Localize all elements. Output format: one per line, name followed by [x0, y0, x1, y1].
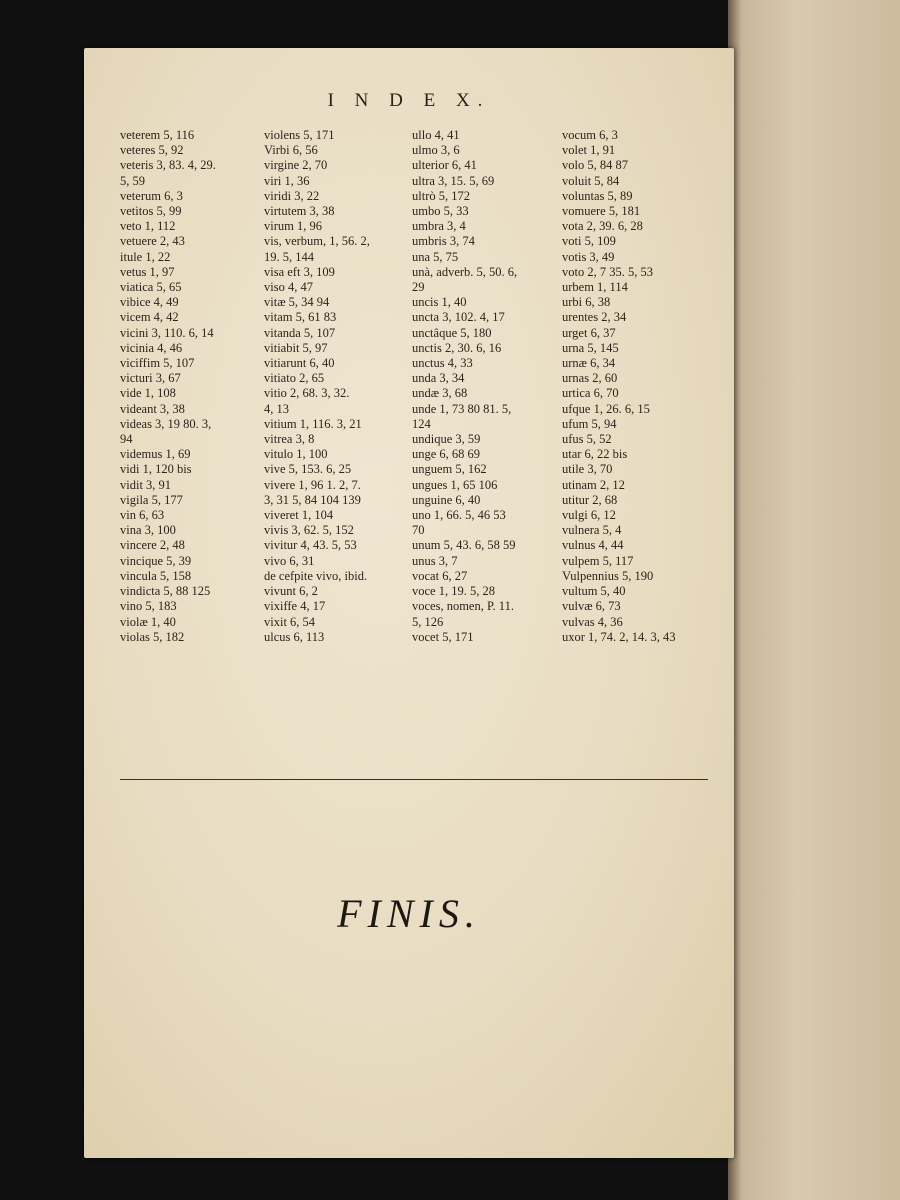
horizontal-rule	[120, 779, 708, 780]
index-entry: vino 5, 183	[120, 599, 177, 614]
index-entry: una 5, 75	[412, 249, 459, 264]
index-entry: ungues 1, 65 106	[412, 477, 498, 492]
index-entry: vulnus 4, 44	[562, 538, 624, 553]
index-entry: 94	[120, 432, 133, 447]
index-entry: viciffim 5, 107	[120, 356, 195, 371]
index-entry: ulcus 6, 113	[264, 629, 325, 644]
index-entry: vetitos 5, 99	[120, 204, 182, 219]
index-title: I N D E X.	[327, 90, 491, 111]
index-entry: vitiarunt 6, 40	[264, 356, 335, 371]
index-entry: vota 2, 39. 6, 28	[562, 219, 643, 234]
index-entry: ufque 1, 26. 6, 15	[562, 401, 650, 416]
index-entry: vindicta 5, 88 125	[120, 584, 211, 599]
index-entry: vivis 3, 62. 5, 152	[264, 523, 354, 538]
index-entry: vitam 5, 61 83	[264, 310, 337, 325]
index-entry: vomuere 5, 181	[562, 204, 641, 219]
index-entry: veterum 6, 3	[120, 188, 183, 203]
index-entry: ulmo 3, 6	[412, 143, 460, 158]
index-entry: vitulo 1, 100	[264, 447, 328, 462]
index-entry: veteres 5, 92	[120, 143, 184, 158]
index-entry: veteris 3, 83. 4, 29.	[120, 158, 216, 173]
index-entry: unge 6, 68 69	[412, 447, 481, 462]
index-entry: videas 3, 19 80. 3,	[120, 416, 212, 431]
index-entry: virum 1, 96	[264, 219, 322, 234]
index-entry: vincique 5, 39	[120, 553, 192, 568]
index-entry: vitæ 5, 34 94	[264, 295, 330, 310]
index-entry: vidit 3, 91	[120, 477, 172, 492]
index-entry: vulpem 5, 117	[562, 553, 634, 568]
index-entry: unà, adverb. 5, 50. 6,	[412, 264, 518, 279]
index-column-1	[120, 128, 270, 645]
index-entry: vitrea 3, 8	[264, 432, 315, 447]
index-entry: urget 6, 37	[562, 325, 616, 340]
index-entry: vina 3, 100	[120, 523, 176, 538]
index-entry: vitio 2, 68. 3, 32.	[264, 386, 350, 401]
index-entry: videant 3, 38	[120, 401, 185, 416]
index-entry: urtica 6, 70	[562, 386, 619, 401]
index-entry: vivere 1, 96 1. 2, 7.	[264, 477, 361, 492]
index-entry: visa eft 3, 109	[264, 264, 335, 279]
index-entry: utitur 2, 68	[562, 492, 618, 507]
index-entry: vive 5, 153. 6, 25	[264, 462, 352, 477]
index-entry: vicini 3, 110. 6, 14	[120, 325, 214, 340]
index-entry: unguem 5, 162	[412, 462, 487, 477]
index-entry: Virbi 6, 56	[264, 143, 318, 158]
index-entry: vulvæ 6, 73	[562, 599, 621, 614]
index-entry: vis, verbum, 1, 56. 2,	[264, 234, 370, 249]
index-entry: 19. 5, 144	[264, 249, 314, 264]
index-entry: de cefpite vivo, ibid.	[264, 568, 368, 583]
index-entry: urentes 2, 34	[562, 310, 627, 325]
index-entry: vitiato 2, 65	[264, 371, 325, 386]
index-entry: vitiabit 5, 97	[264, 340, 328, 355]
index-entry: voce 1, 19. 5, 28	[412, 584, 495, 599]
index-entry: voto 2, 7 35. 5, 53	[562, 264, 653, 279]
index-entry: unguine 6, 40	[412, 492, 481, 507]
index-entry: videmus 1, 69	[120, 447, 191, 462]
index-entry: vocum 6, 3	[562, 128, 618, 142]
index-entry: 70	[412, 523, 425, 538]
index-entry: umbo 5, 33	[412, 204, 469, 219]
book-edge	[728, 0, 900, 1200]
index-entry: virgine 2, 70	[264, 158, 328, 173]
index-entry: vigila 5, 177	[120, 492, 183, 507]
index-entry: vicem 4, 42	[120, 310, 179, 325]
index-entry: vulgi 6, 12	[562, 508, 616, 523]
index-entry: violæ 1, 40	[120, 614, 176, 629]
index-entry: 29	[412, 280, 425, 295]
index-entry: vocat 6, 27	[412, 568, 468, 583]
index-entry: vicinia 4, 46	[120, 340, 183, 355]
index-entry: ufus 5, 52	[562, 432, 612, 447]
index-entry: voluntas 5, 89	[562, 188, 633, 203]
index-entry: voces, nomen, P. 11.	[412, 599, 514, 614]
index-entry: vincere 2, 48	[120, 538, 185, 553]
index-entry: vetus 1, 97	[120, 264, 175, 279]
index-entry: vulvas 4, 36	[562, 614, 623, 629]
index-entry: vultum 5, 40	[562, 584, 626, 599]
index-entry: vitanda 5, 107	[264, 325, 336, 340]
index-entry: votis 3, 49	[562, 249, 615, 264]
index-entry: virtutem 3, 38	[264, 204, 335, 219]
index-entry: ufum 5, 94	[562, 416, 617, 431]
index-entry: vincula 5, 158	[120, 568, 192, 583]
index-entry: volet 1, 91	[562, 143, 616, 158]
index-entry: voluit 5, 84	[562, 173, 620, 188]
index-entry: vidi 1, 120 bis	[120, 462, 192, 477]
index-entry: itule 1, 22	[120, 249, 171, 264]
index-entry: viridi 3, 22	[264, 188, 320, 203]
index-entry: uno 1, 66. 5, 46 53	[412, 508, 506, 523]
index-entry: urnæ 6, 34	[562, 356, 616, 371]
index-entry: uxor 1, 74. 2, 14. 3, 43	[562, 629, 676, 644]
index-entry: urbi 6, 38	[562, 295, 611, 310]
index-entry: vivunt 6, 2	[264, 584, 318, 599]
index-entry: 3, 31 5, 84 104 139	[264, 492, 361, 507]
finis-heading: FINIS.	[337, 891, 481, 936]
index-entry: ulterior 6, 41	[412, 158, 477, 173]
index-entry: uncta 3, 102. 4, 17	[412, 310, 505, 325]
index-entry: vixiffe 4, 17	[264, 599, 326, 614]
index-entry: viatica 5, 65	[120, 280, 182, 295]
index-entry: ultra 3, 15. 5, 69	[412, 173, 495, 188]
index-entry: veto 1, 112	[120, 219, 176, 234]
index-entry: vivitur 4, 43. 5, 53	[264, 538, 357, 553]
index-entry: vitium 1, 116. 3, 21	[264, 416, 362, 431]
index-entry: undique 3, 59	[412, 432, 481, 447]
index-entry: Vulpennius 5, 190	[562, 568, 654, 583]
index-entry: vocet 5, 171	[412, 629, 474, 644]
index-entry: vide 1, 108	[120, 386, 176, 401]
index-entry: vin 6, 63	[120, 508, 165, 523]
index-entry: vibice 4, 49	[120, 295, 179, 310]
index-entry: volo 5, 84 87	[562, 158, 628, 173]
index-entry: victuri 3, 67	[120, 371, 181, 386]
index-entry: urna 5, 145	[562, 340, 619, 355]
index-entry: viveret 1, 104	[264, 508, 334, 523]
index-entry: violas 5, 182	[120, 629, 185, 644]
index-entry: 5, 126	[412, 614, 444, 629]
index-entry: ullo 4, 41	[412, 128, 460, 142]
index-entry: umbris 3, 74	[412, 234, 475, 249]
index-entry: undæ 3, 68	[412, 386, 468, 401]
index-column-2	[264, 128, 416, 645]
index-entry: uncis 1, 40	[412, 295, 467, 310]
index-entry: unctus 4, 33	[412, 356, 473, 371]
index-entry: unctis 2, 30. 6, 16	[412, 340, 502, 355]
index-entry: ultrò 5, 172	[412, 188, 470, 203]
index-entry: 4, 13	[264, 401, 289, 416]
index-entry: vivo 6, 31	[264, 553, 315, 568]
index-entry: 124	[412, 416, 431, 431]
index-entry: vulnera 5, 4	[562, 523, 622, 538]
index-entry: utile 3, 70	[562, 462, 613, 477]
index-entry: 5, 59	[120, 173, 145, 188]
index-entry: umbra 3, 4	[412, 219, 466, 234]
index-entry: voti 5, 109	[562, 234, 616, 249]
index-column-3	[412, 128, 562, 645]
index-entry: utinam 2, 12	[562, 477, 625, 492]
index-entry: violens 5, 171	[264, 128, 335, 142]
index-entry: urbem 1, 114	[562, 280, 628, 295]
index-entry: unctâque 5, 180	[412, 325, 492, 340]
index-entry: unde 1, 73 80 81. 5,	[412, 401, 512, 416]
index-column-4	[562, 128, 712, 645]
index-entry: utar 6, 22 bis	[562, 447, 628, 462]
index-entry: unum 5, 43. 6, 58 59	[412, 538, 516, 553]
index-entry: vixit 6, 54	[264, 614, 316, 629]
index-entry: veterem 5, 116	[120, 128, 195, 142]
index-entry: unda 3, 34	[412, 371, 465, 386]
index-entry: urnas 2, 60	[562, 371, 618, 386]
index-entry: viso 4, 47	[264, 280, 313, 295]
index-entry: vetuere 2, 43	[120, 234, 185, 249]
book-page	[84, 48, 734, 1158]
index-entry: unus 3, 7	[412, 553, 458, 568]
index-entry: viri 1, 36	[264, 173, 310, 188]
